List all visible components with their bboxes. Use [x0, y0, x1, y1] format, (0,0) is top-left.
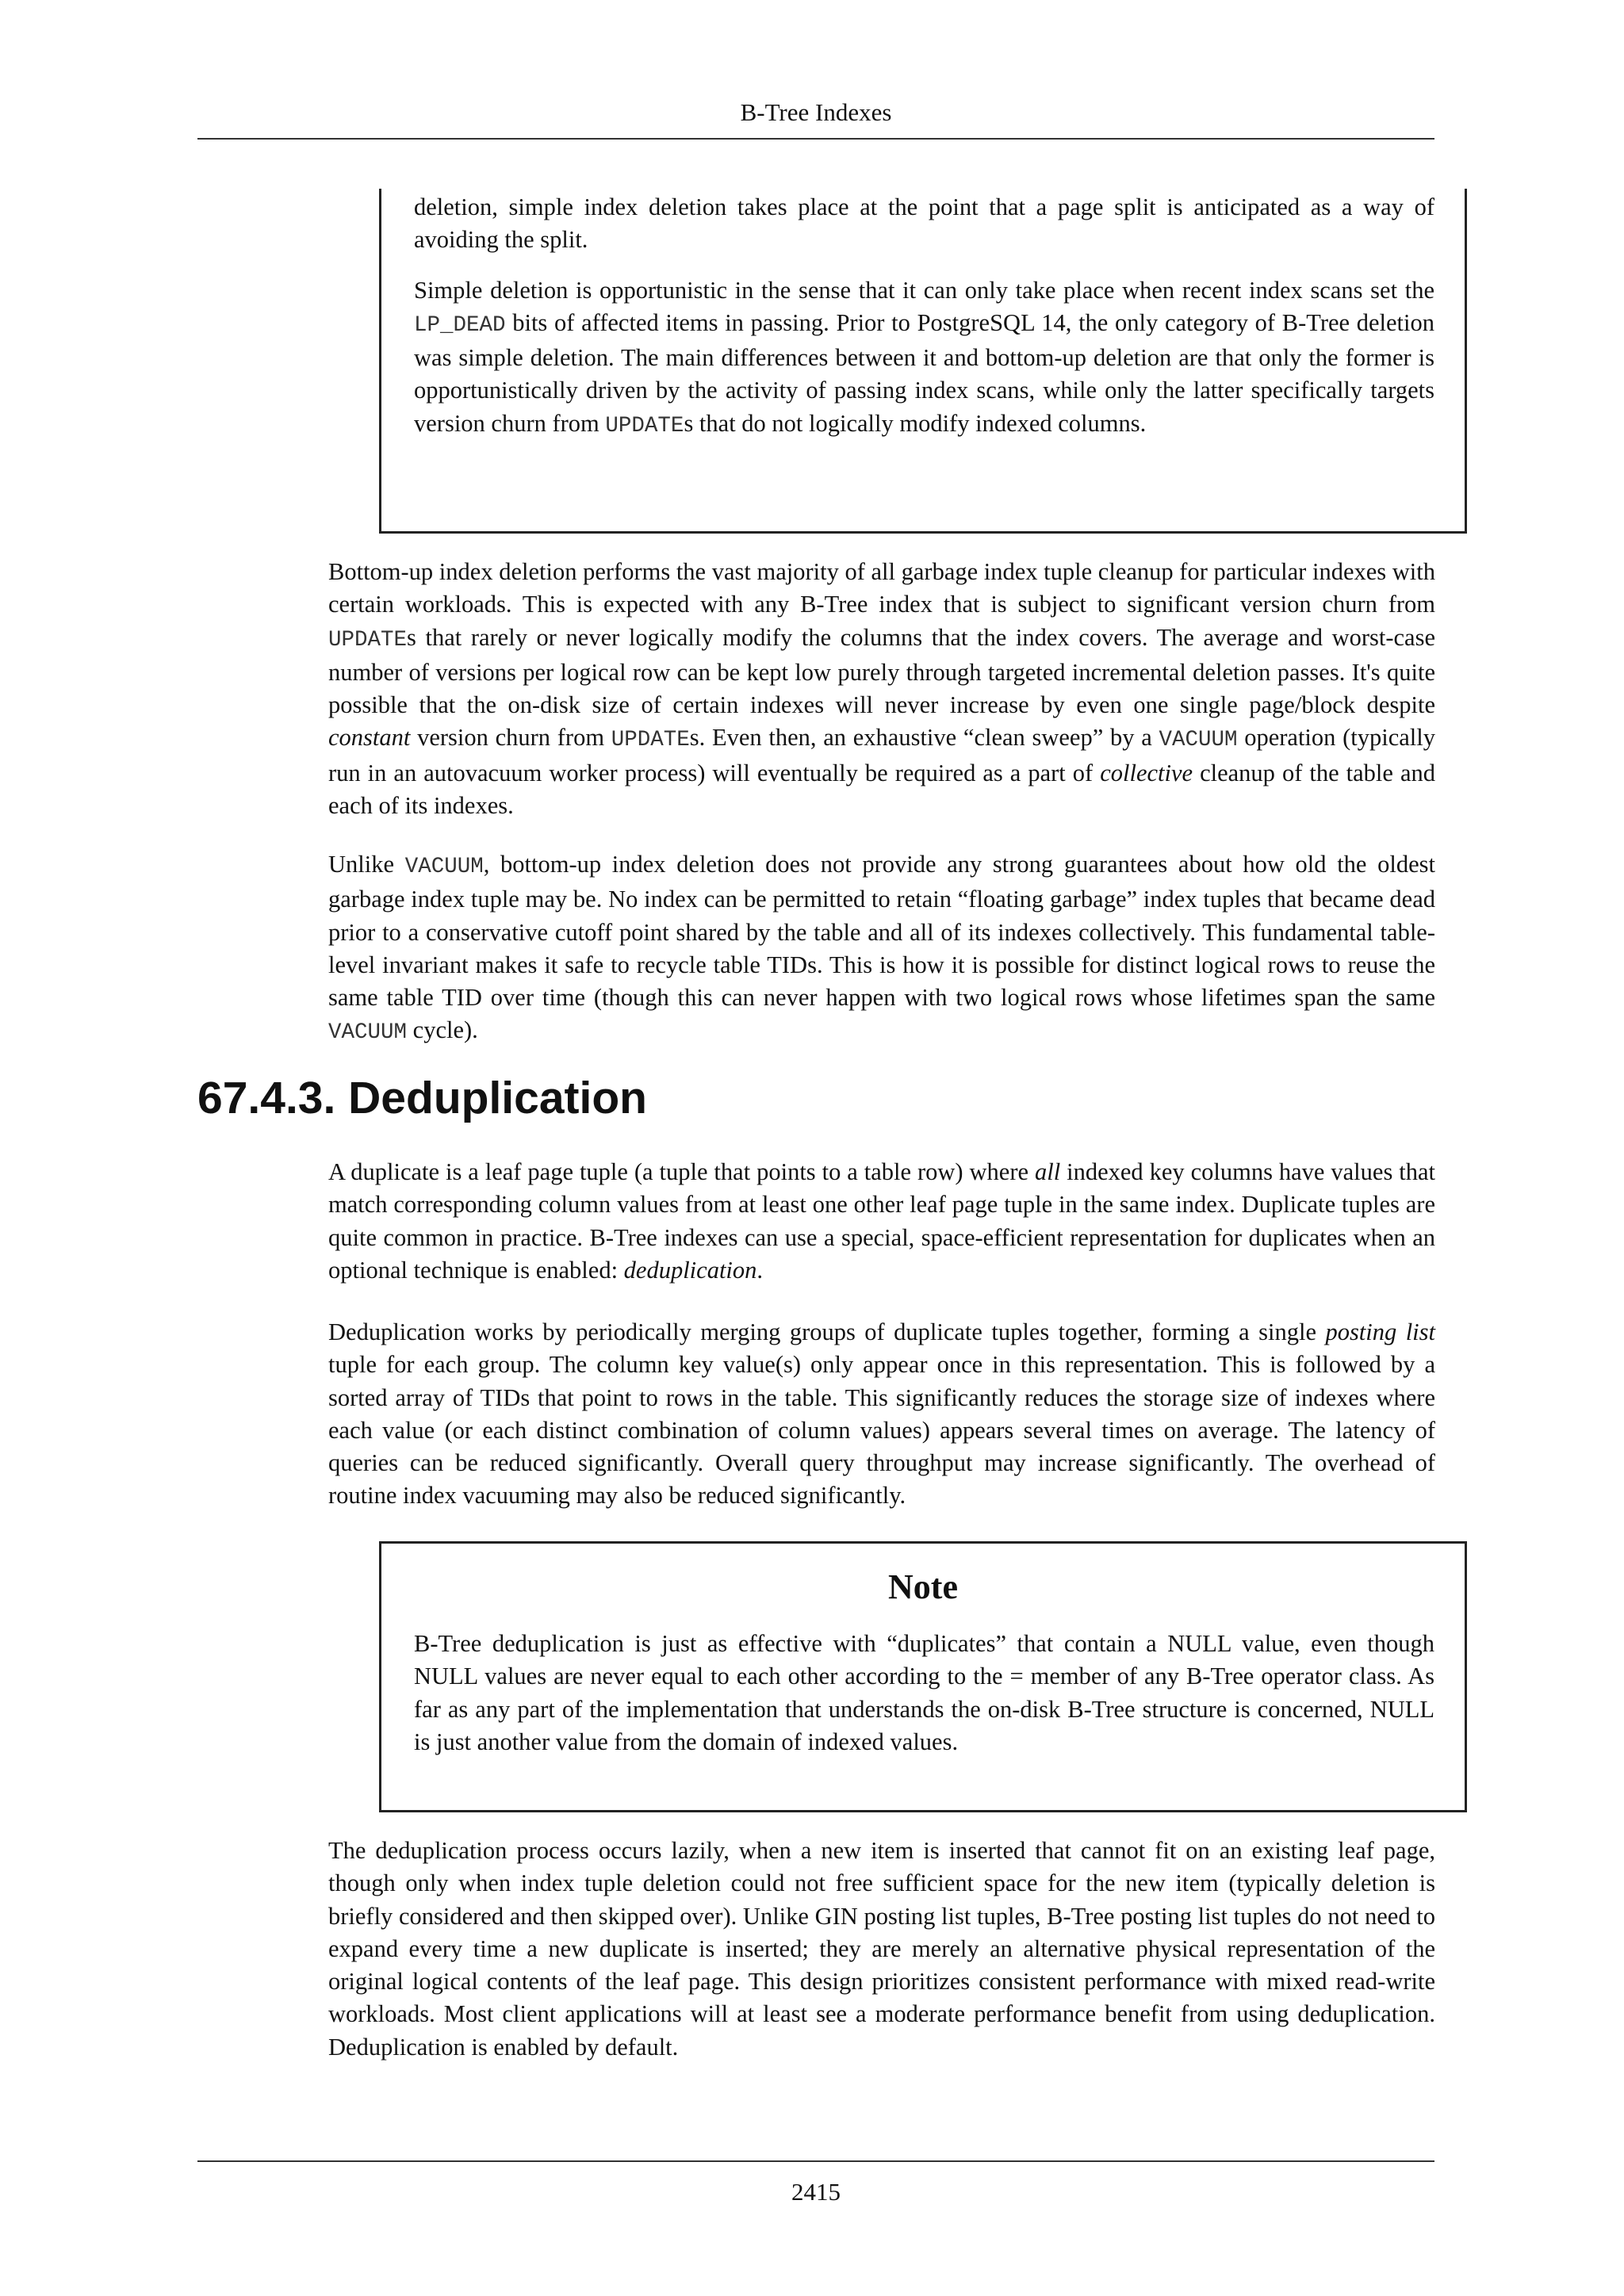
code-update: UPDATE	[328, 627, 408, 652]
paragraph-unlike-vacuum	[328, 848, 1435, 1050]
note-title: Note	[888, 1567, 958, 1606]
text-run: A duplicate is a leaf page tuple (a tuple that points to a table row) where	[328, 1158, 1035, 1185]
paragraph-text	[328, 556, 1435, 822]
paragraph-text: The deduplication process occurs lazily, when a new item is inserted that cannot fit on an existing leaf page, though only when index tuple deletion could not free sufficient space for the new item (typically deletion is briefly considered and then skipped over). Unlike GIN posting list tuples, B-Tree posting list tuples do not need to expand every time a new duplicate is inserted; they are merely an alternative physical representation of the original logical contents of the leaf page. This design prioritizes consistent performance with mixed read-write workloads. Most client applications will at least see a moderate performance benefit from using deduplication. Deduplication is enabled by default.	[328, 1837, 1435, 2061]
text-run: .	[756, 1256, 764, 1284]
paragraph-text	[328, 1156, 1435, 1287]
paragraph-text	[328, 848, 1435, 1050]
paragraph-bottom-up	[328, 556, 1435, 822]
text-run: Bottom-up index deletion performs the vast majority of all garbage index tuple cleanup for particular indexes with certain workloads. This is expected with any B-Tree index that is subject to significant version churn from	[328, 558, 1435, 618]
emphasis: collective	[1100, 759, 1193, 786]
code-lp-dead: LP_DEAD	[414, 312, 506, 338]
text-run: s that rarely or never logically modify the columns that the index covers. The average and worst-case number of versions per logical row can be kept low purely through targeted incremental deletion passes. It's quite possible that the on-disk size of certain indexes will never increase by even one single page/block despite	[328, 623, 1435, 719]
text-run: bits of affected items in passing. Prior to PostgreSQL 14, the only category of B-Tree deletion was simple deletion. The main differences between it and bottom-up deletion are that only the former is opportunistically driven by the activity of passing index scans, while only the latter specifically targets version churn from	[414, 308, 1434, 437]
text-run: s that do not logically modify indexed columns.	[684, 409, 1147, 437]
text-run: version churn from	[410, 724, 611, 752]
header-title: B-Tree Indexes	[740, 98, 892, 126]
text-run: cycle).	[407, 1016, 478, 1044]
note-text: B-Tree deduplication is just as effective with “duplicates” that contain a NULL value, even though NULL values are never equal to each other according to the = member of any B-Tree operator class. As far as any part of the implementation that understands the on-disk B-Tree structure is concerned, NULL is just another value from the domain of indexed values.	[414, 1630, 1434, 1755]
page-header	[197, 94, 1434, 140]
section-heading: 67.4.3. Deduplication	[197, 1073, 647, 1123]
code-vacuum: VACUUM	[328, 1020, 408, 1046]
text-run: s. Even then, an exhaustive “clean sweep” by a	[689, 724, 1159, 752]
code-vacuum: VACUUM	[404, 855, 484, 879]
text-run: tuple for each group. The column key value(s) only appear once in this representation. This is followed by a sorted array of TIDs that point to rows in the table. This significantly reduces the storage size of indexes where each value (or each distinct combination of column values) appears several times on average. The latency of queries can be reduced significantly. Overall query throughput may increase significantly. The overhead of routine index vacuuming may also be reduced significantly.	[328, 1351, 1435, 1510]
paragraph-text	[328, 1316, 1435, 1513]
emphasis: posting list	[1325, 1318, 1435, 1345]
text-run: Simple deletion is opportunistic in the sense that it can only take place when recent index scans set the	[414, 276, 1434, 304]
note-box	[379, 1541, 1467, 1812]
note-body	[414, 1628, 1434, 1758]
page-footer	[197, 2160, 1434, 2208]
text-run: , bottom-up index deletion does not provide any strong guarantees about how old the oldest garbage index tuple may be. No index can be permitted to retain “floating garbage” index tuples that became dead prior to a conservative cutoff point shared by the table and all of its indexes collectively. This fundamental table-level invariant makes it safe to recycle table TIDs. This is how it is possible for distinct logical rows to reuse the same table TID over time (though this can never happen with two logical rows whose lifetimes span the same	[328, 851, 1435, 1012]
emphasis: constant	[328, 724, 411, 752]
emphasis: all	[1034, 1158, 1061, 1185]
callout-paragraph: deletion, simple index deletion takes place at the point that a page split is anticipated as a way of avoiding the split.	[414, 193, 1434, 254]
code-update: UPDATE	[605, 413, 684, 438]
text-run: operation (typically run in an autovacuum worker process) will eventually be required as a part of	[328, 724, 1435, 786]
paragraph-lazily	[328, 1835, 1435, 2064]
emphasis: deduplication	[623, 1256, 757, 1284]
paragraph-duplicate	[328, 1156, 1435, 1287]
callout-box-continued	[379, 189, 1467, 534]
code-vacuum: VACUUM	[1159, 728, 1238, 753]
page-number: 2415	[791, 2178, 841, 2206]
text-run: Deduplication works by periodically merging groups of duplicate tuples together, forming a single	[328, 1318, 1326, 1345]
callout-paragraph	[414, 274, 1434, 442]
text-run: Unlike	[328, 851, 405, 878]
callout-box-body	[414, 191, 1434, 442]
code-update: UPDATE	[611, 728, 690, 753]
text-run: cleanup of the table and each of its indexes.	[328, 759, 1435, 820]
text-run: indexed key columns have values that match corresponding column values from at least one other leaf page tuple in the same index. Duplicate tuples are quite common in practice. B-Tree indexes can use a special, space-efficient representation for duplicates when an optional technique is enabled:	[328, 1158, 1435, 1284]
paragraph-dedup-works	[328, 1316, 1435, 1513]
